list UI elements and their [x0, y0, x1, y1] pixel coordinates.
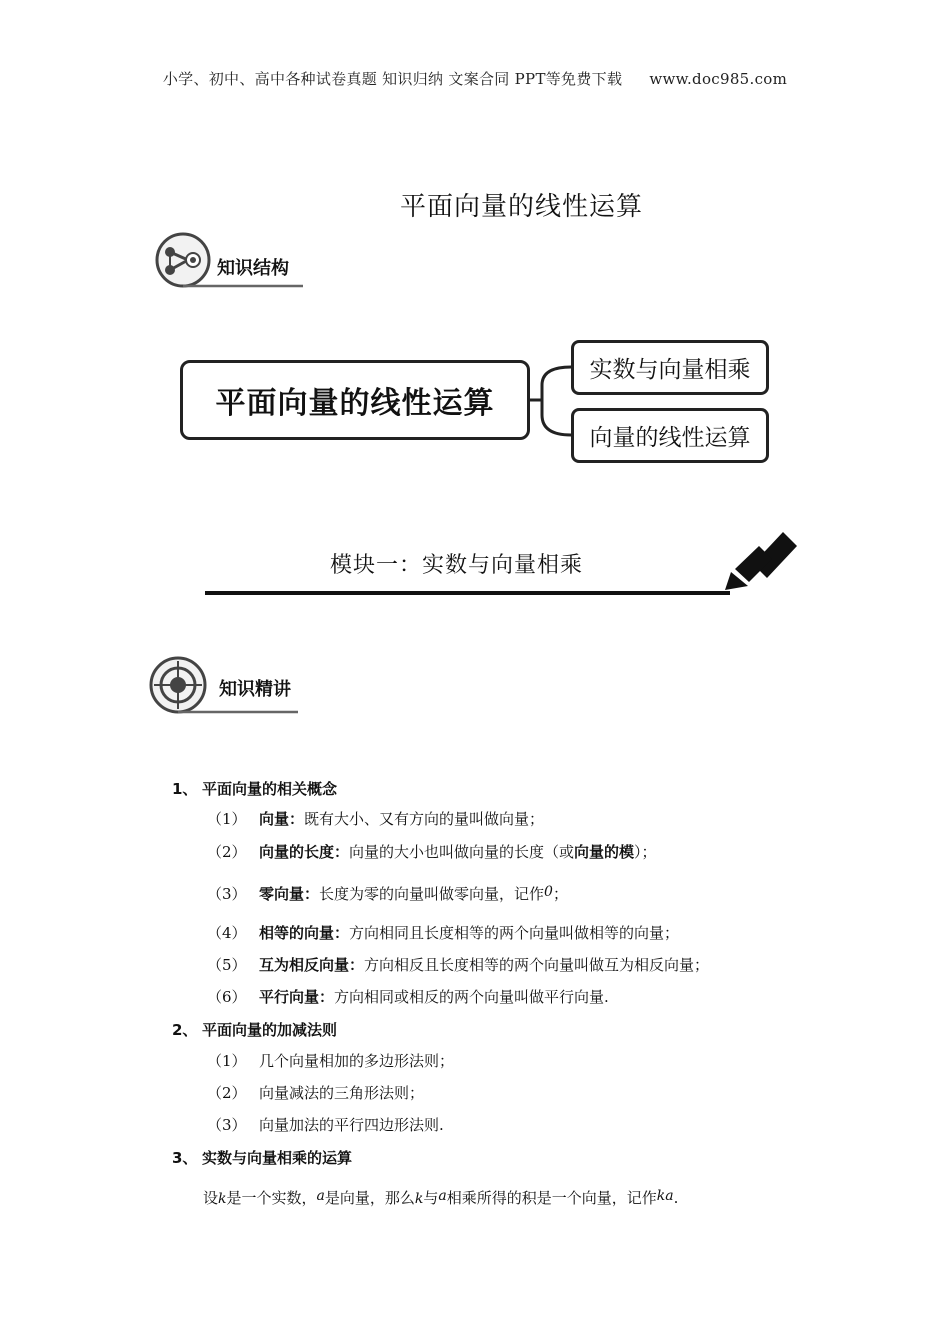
topic-title: 平面向量的相关概念	[202, 780, 338, 798]
scalar-k: k	[218, 1191, 227, 1207]
topic-number: 2、	[172, 1021, 198, 1039]
document-title: 平面向量的线性运算	[400, 192, 644, 222]
topic-heading	[172, 778, 337, 799]
topic-heading	[172, 1019, 337, 1040]
vector-a: a	[316, 1188, 325, 1204]
module-title: 模块一：实数与向量相乘	[330, 553, 584, 578]
header-url[interactable]: www.doc985.com	[649, 70, 788, 88]
list-item: （6） 平行向量：方向相同或相反的两个向量叫做平行向量.	[207, 988, 609, 1006]
header-text: 小学、初中、高中各种试卷真题 知识归纳 文案合同 PPT等免费下载	[162, 70, 623, 88]
term: 向量的模	[574, 843, 635, 861]
section-label-knowledge-structure: 知识结构	[217, 258, 289, 279]
section-label-knowledge-detail: 知识精讲	[219, 679, 291, 700]
module-banner	[200, 524, 800, 600]
page-header	[0, 68, 950, 89]
topic-number: 1、	[172, 780, 198, 798]
zero-vector-symbol: 0	[544, 884, 553, 900]
list-item: （1） 几个向量相加的多边形法则；	[207, 1052, 455, 1070]
list-item: （3） 向量加法的平行四边形法则.	[207, 1116, 444, 1134]
mindmap-root-node: 平面向量的线性运算	[180, 360, 530, 440]
mindmap-child-node: 向量的线性运算	[571, 408, 769, 463]
topic-number: 3、	[172, 1149, 198, 1167]
topic-title: 平面向量的加减法则	[202, 1021, 338, 1039]
definition-paragraph: 设k是一个实数，a是向量，那么k与a相乘所得的积是一个向量，记作ka.	[203, 1188, 679, 1207]
term: 零向量：	[259, 885, 320, 903]
list-item: （2） 向量的长度：向量的大小也叫做向量的长度（或向量的模）；	[207, 843, 657, 861]
list-item: （5） 互为相反向量：方向相反且长度相等的两个向量叫做互为相反向量；	[207, 956, 710, 974]
list-item: （2） 向量减法的三角形法则；	[207, 1084, 425, 1102]
list-item: （1） 向量：既有大小、又有方向的量叫做向量；	[207, 810, 545, 828]
pencil-icon	[725, 532, 797, 590]
term: 相等的向量：	[259, 924, 350, 942]
topic-title: 实数与向量相乘的运算	[202, 1149, 353, 1167]
list-item: （4） 相等的向量：方向相同且长度相等的两个向量叫做相等的向量；	[207, 924, 680, 942]
vector-ka: ka	[656, 1188, 674, 1204]
term: 向量：	[259, 810, 305, 828]
term: 平行向量：	[259, 988, 335, 1006]
vector-a: a	[438, 1188, 447, 1204]
list-item: （3） 零向量：长度为零的向量叫做零向量，记作0；	[207, 884, 568, 903]
topic-heading	[172, 1147, 352, 1168]
scalar-k: k	[414, 1191, 424, 1207]
term: 互为相反向量：	[259, 956, 365, 974]
term: 向量的长度：	[259, 843, 350, 861]
mindmap-child-node: 实数与向量相乘	[571, 340, 769, 395]
